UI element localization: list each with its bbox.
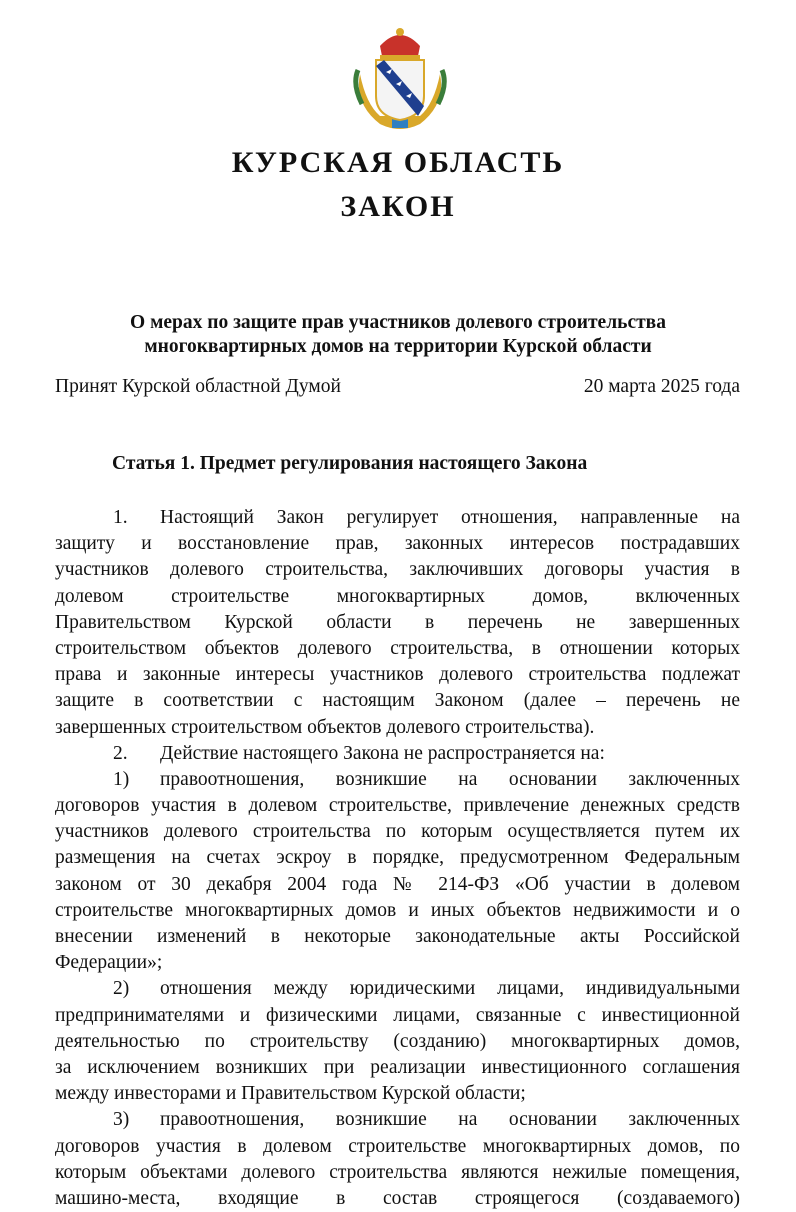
paragraph-line: участников долевого строительства, заключивших договоры участия в <box>55 559 740 581</box>
region-title: КУРСКАЯ ОБЛАСТЬ <box>231 146 565 179</box>
article-heading: Статья 1. Предмет регулирования настоящего Закона <box>112 453 588 474</box>
paragraph-line: строительством объектов долевого строительства, в отношении которых <box>55 637 740 659</box>
article-body <box>55 505 740 1212</box>
document-type-title: ЗАКОН <box>340 190 456 223</box>
paragraph-line <box>55 505 740 531</box>
paragraph-number: 2) <box>113 978 130 1000</box>
paragraph-text: Настоящий Закон регулирует отношения, направленные на <box>160 507 740 528</box>
paragraph-line <box>55 976 740 1002</box>
paragraph-line: долевом строительстве многоквартирных домов, включенных <box>55 585 740 607</box>
paragraph-number: 1) <box>113 768 130 790</box>
paragraph-line <box>55 741 740 767</box>
paragraph-line: законом от 30 декабря 2004 года № 214-ФЗ «Об участии в долевом <box>55 873 740 895</box>
paragraph-line: защиту и восстановление прав, законных интересов пострадавших <box>55 533 740 555</box>
paragraph-line: права и законные интересы участников долевого строительства подлежат <box>55 664 740 686</box>
paragraph-number: 3) <box>113 1109 130 1131</box>
paragraph-line: деятельностью по строительству (созданию) многоквартирных домов, <box>55 1030 740 1052</box>
paragraph-line: завершенных строительством объектов долевого строительства). <box>55 716 595 738</box>
paragraph-line: Правительством Курской области в перечень не завершенных <box>55 611 740 633</box>
paragraph-line: предпринимателями и физическими лицами, связанные с инвестиционной <box>55 1004 740 1026</box>
paragraph-line: Федерации»; <box>55 952 163 974</box>
paragraph-line: строительстве многоквартирных домов и иных объектов недвижимости и о <box>55 899 740 921</box>
paragraph-line: договоров участия в долевом строительстве, привлечение денежных средств <box>55 795 740 817</box>
paragraph-text: правоотношения, возникшие на основании заключенных <box>160 768 740 790</box>
paragraph-line: за исключением возникших при реализации инвестиционного соглашения <box>55 1056 740 1078</box>
paragraph-line: между инвесторами и Правительством Курской области; <box>55 1083 526 1105</box>
accepted-date: 20 марта 2025 года <box>583 376 740 397</box>
paragraph-line: которым объектами долевого строительства являются нежилые помещения, <box>55 1161 740 1183</box>
paragraph-line: размещения на счетах эскроу в порядке, предусмотренном Федеральным <box>55 847 740 869</box>
paragraph-number: 2. <box>113 742 128 764</box>
paragraph-line: договоров участия в долевом строительстве многоквартирных домов, по <box>55 1135 740 1157</box>
acceptance-line <box>55 376 740 398</box>
paragraph-line: машино-места, входящие в состав строящегося (создаваемого) <box>55 1187 740 1209</box>
law-subtitle-line-1: О мерах по защите прав участников долевого строительства <box>130 312 666 333</box>
accepted-by: Принят Курской областной Думой <box>55 376 341 397</box>
paragraph-line: внесении изменений в некоторые законодательные акты Российской <box>55 926 740 947</box>
paragraph-line: защите в соответствии с настоящим Законом (далее – перечень не <box>55 690 740 712</box>
paragraph-text: отношения между юридическими лицами, индивидуальными <box>160 978 740 1000</box>
paragraph-line: участников долевого строительства по которым осуществляется путем их <box>55 821 740 843</box>
paragraph-text: Действие настоящего Закона не распространяется на: <box>160 742 605 764</box>
law-subtitle-line-2: многоквартирных домов на территории Курской области <box>144 336 652 357</box>
coat-of-arms-emblem <box>350 24 450 136</box>
paragraph-line <box>55 1107 740 1133</box>
paragraph-text: правоотношения, возникшие на основании заключенных <box>160 1109 740 1131</box>
paragraph-line <box>55 767 740 793</box>
paragraph-number: 1. <box>113 507 128 528</box>
